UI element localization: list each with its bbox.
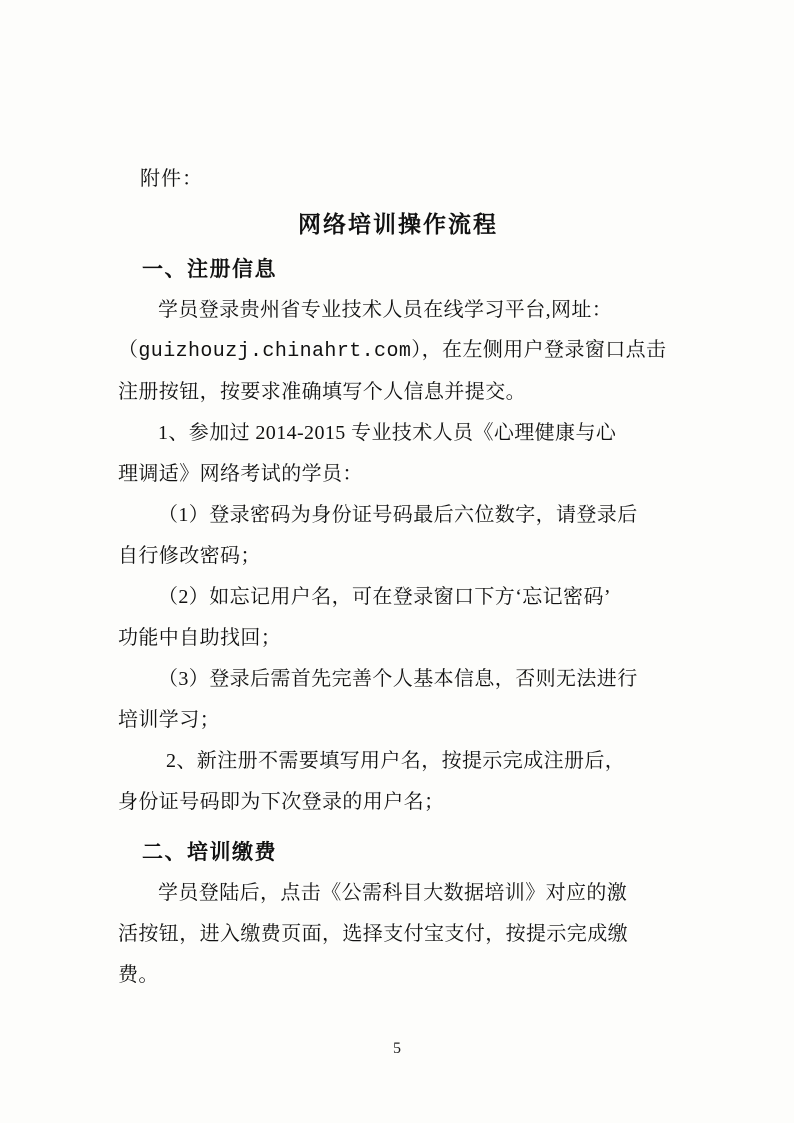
attachment-label: 附件： bbox=[140, 168, 203, 190]
section-payment bbox=[118, 836, 678, 995]
paragraph: 理调适》网络考试的学员： bbox=[118, 463, 363, 485]
paragraph: （1）登录密码为身份证号码最后六位数字，请登录后 bbox=[158, 504, 638, 526]
paragraph: （3）登录后需首先完善个人基本信息，否则无法进行 bbox=[158, 668, 638, 690]
paragraph-url: （guizhouzj.chinahrt.com），在左侧用户登录窗口点击 bbox=[118, 340, 667, 363]
document-body bbox=[118, 160, 678, 997]
section-registration bbox=[118, 253, 678, 822]
paragraph: 学员登陆后，点击《公需科目大数据培训》对应的激 bbox=[158, 882, 628, 904]
paragraph: （2）如忘记用户名，可在登录窗口下方‘忘记密码’ bbox=[158, 586, 611, 608]
paragraph: 1、参加过 2014-2015 专业技术人员《心理健康与心 bbox=[158, 422, 617, 444]
page-title: 网络培训操作流程 bbox=[298, 212, 498, 237]
section-heading-payment: 二、培训缴费 bbox=[142, 840, 277, 864]
page-number: 5 bbox=[393, 1040, 401, 1057]
paragraph: 学员登录贵州省专业技术人员在线学习平台,网址： bbox=[158, 299, 613, 321]
section-heading-registration: 一、注册信息 bbox=[142, 257, 277, 281]
paragraph: 活按钮，进入缴费页面，选择支付宝支付，按提示完成缴 bbox=[118, 923, 628, 945]
paragraph: 费。 bbox=[118, 964, 159, 986]
paragraph: 注册按钮，按要求准确填写个人信息并提交。 bbox=[118, 381, 526, 403]
paragraph: 身份证号码即为下次登录的用户名； bbox=[118, 791, 445, 813]
paragraph: 自行修改密码； bbox=[118, 545, 261, 567]
paragraph: 培训学习； bbox=[118, 709, 220, 731]
paragraph: 功能中自助找回； bbox=[118, 627, 282, 649]
paragraph: 2、新注册不需要填写用户名，按提示完成注册后， bbox=[166, 750, 626, 772]
